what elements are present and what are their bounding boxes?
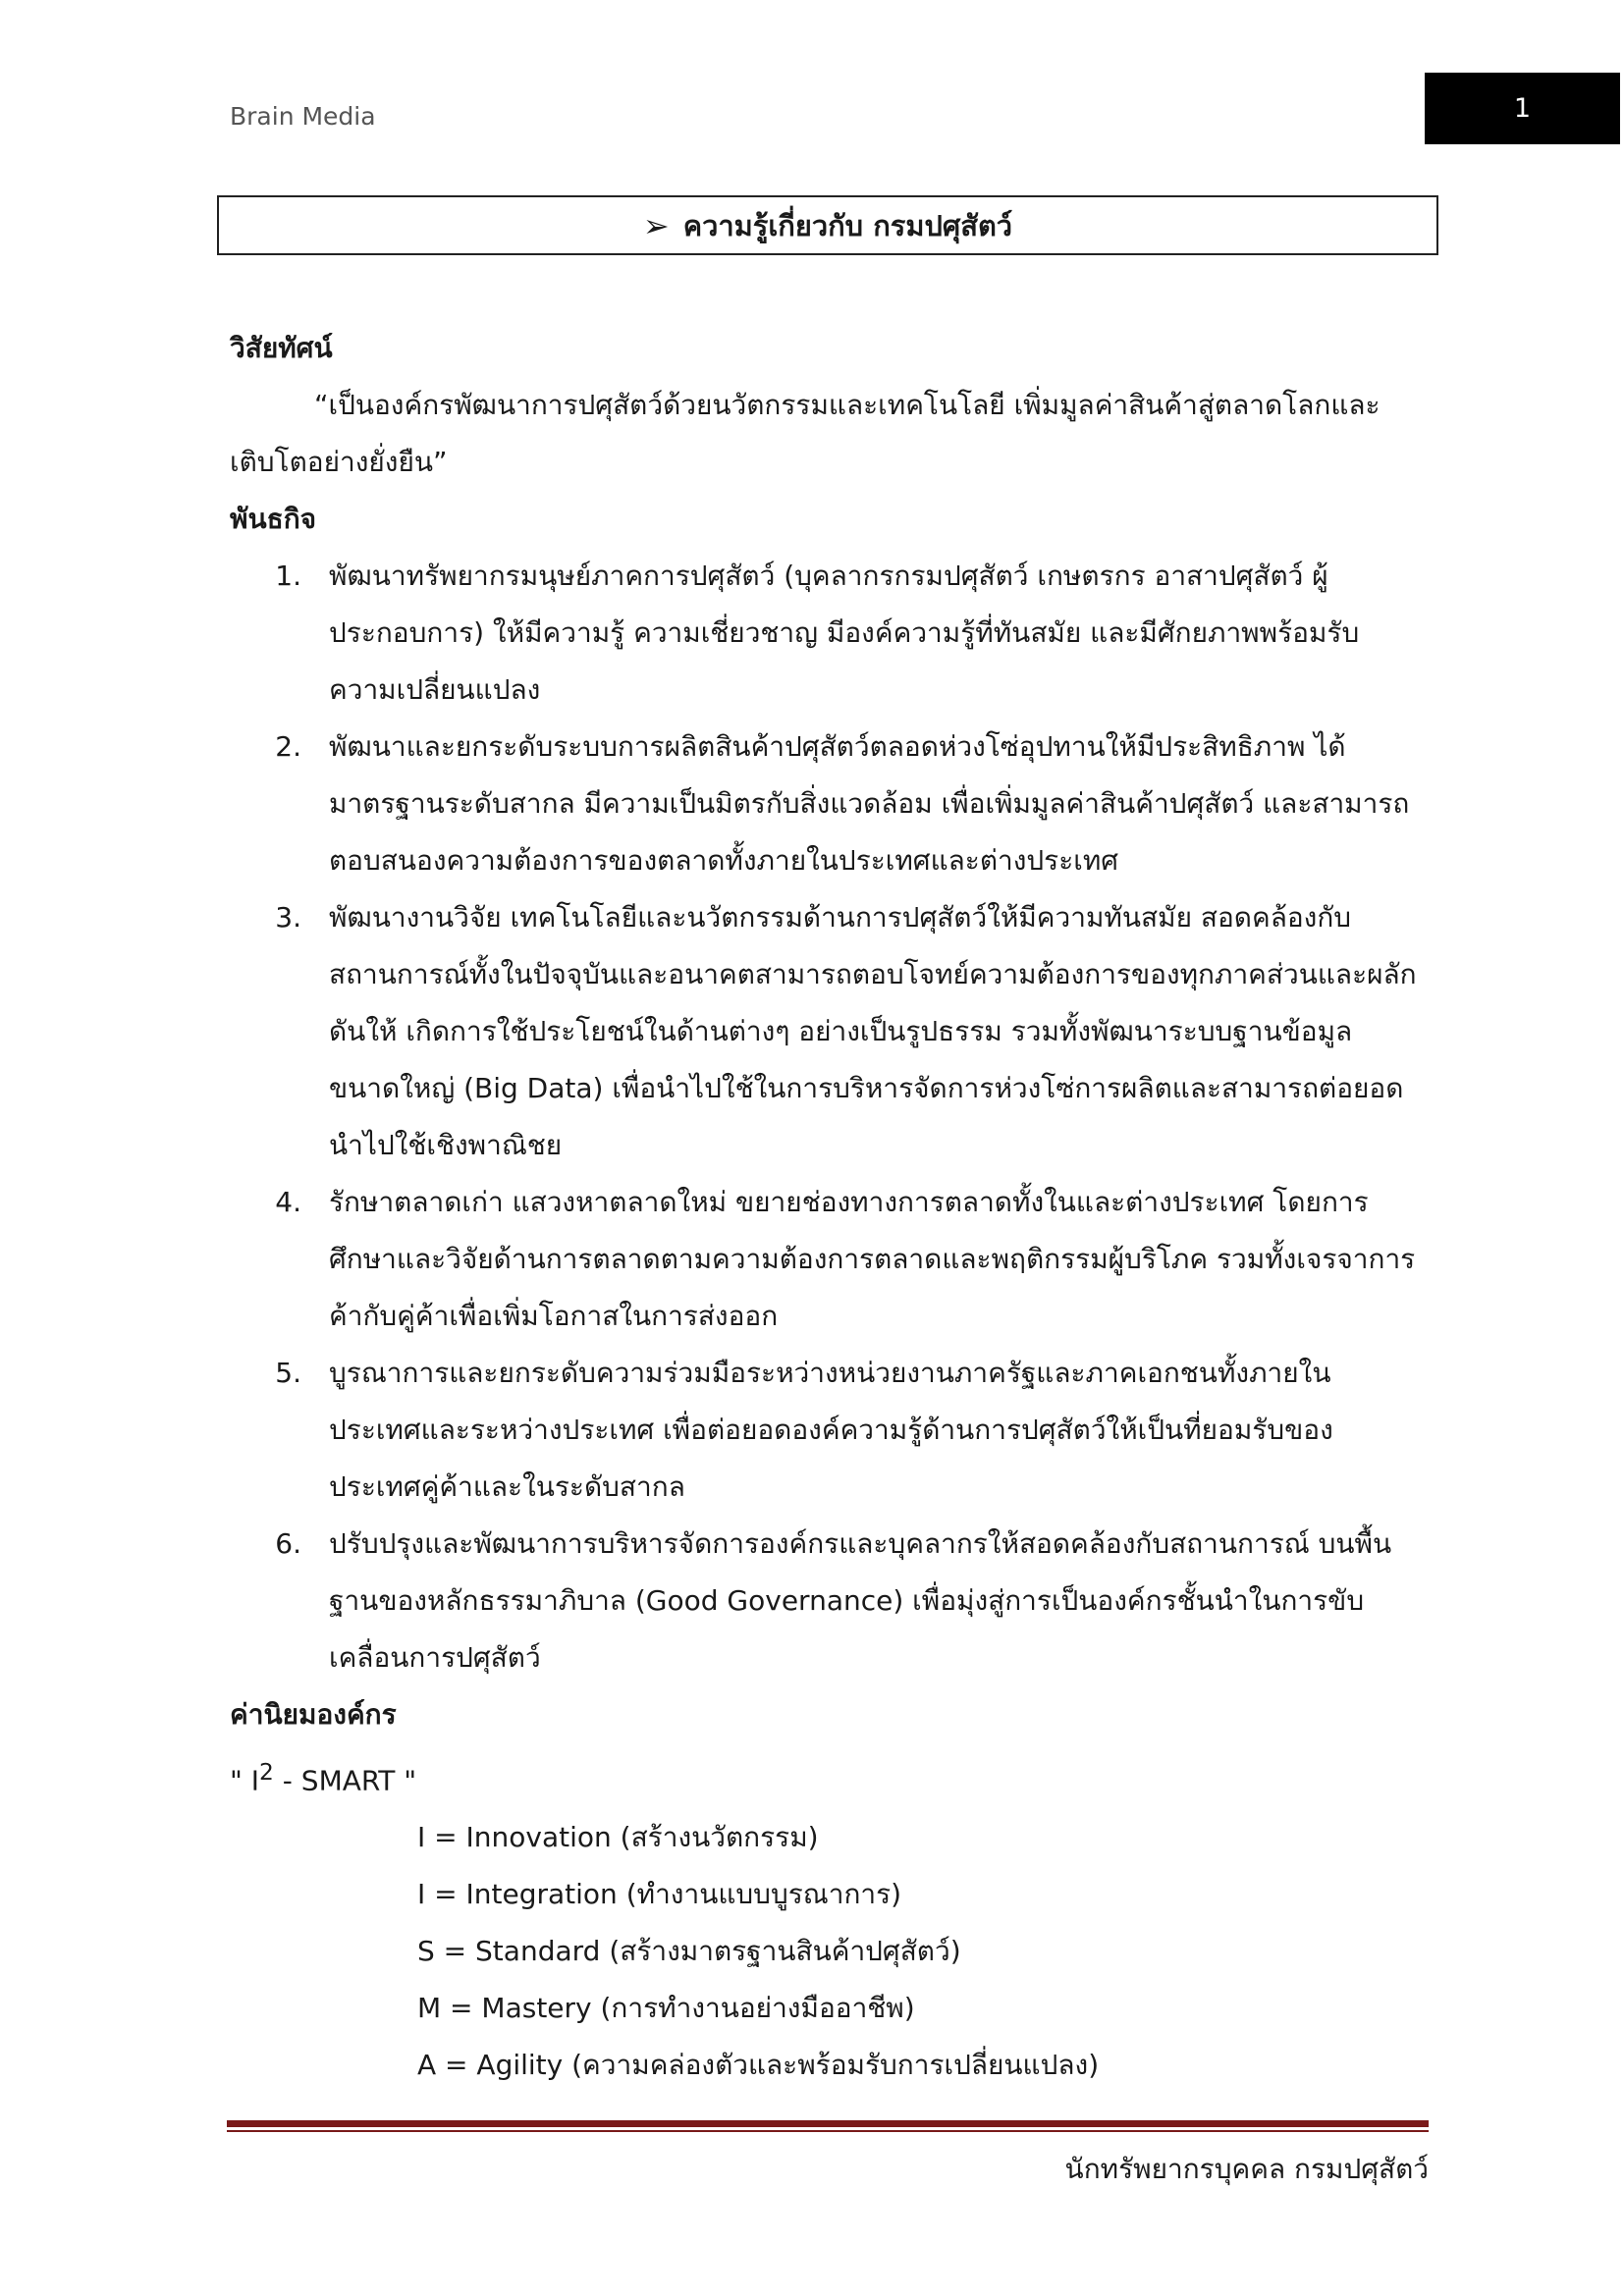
list-item-text: พัฒนาและยกระดับระบบการผลิตสินค้าปศุสัตว์ตลอดห่วงโซ่อุปทานให้มีประสิทธิภาพ ได้มาตรฐานระดับสากล มีความเป็นมิตรกับสิ่งแวดล้อม เพื่อเพิ่มมูลค่าสินค้าปศุสัตว์ และสามารถตอบสนองความต้องการของตลาดทั้งภายในประเทศและต่างประเทศ: [329, 730, 1410, 877]
list-item-text: พัฒนาทรัพยากรมนุษย์ภาคการปศุสัตว์ (บุคลากรกรมปศุสัตว์ เกษตรกร อาสาปศุสัตว์ ผู้ประกอบการ) ให้มีความรู้ ความเชี่ยวชาญ มีองค์ความรู้ที่ทันสมัย และมีศักยภาพพร้อมรับความเปลี่ยนแปลง: [329, 560, 1360, 706]
list-item-text: พัฒนางานวิจัย เทคโนโลยีและนวัตกรรมด้านการปศุสัตว์ให้มีความทันสมัย สอดคล้องกับสถานการณ์ทั้งในปัจจุบันและอนาคตสามารถตอบโจทย์ความต้องการของทุกภาคส่วนและผลักดันให้ เกิดการใช้ประโยชน์ในด้านต่างๆ อย่างเป็นรูปธรรม รวมทั้งพัฒนาระบบฐานข้อมูลขนาดใหญ่ (Big Data) เพื่อนำไปใช้ในการบริหารจัดการห่วงโซ่การผลิตและสามารถต่อยอดนำไปใช้เชิงพาณิชย: [329, 901, 1417, 1161]
list-item-number: 3.: [275, 901, 301, 934]
page-number: 1: [1425, 73, 1620, 144]
list-item: [230, 889, 1418, 1174]
footer-divider: [227, 2120, 1429, 2132]
values-motto: [230, 1743, 1418, 1809]
header-brand: Brain Media: [230, 102, 376, 131]
value-item: I = Integration (ทำงานแบบบูรณาการ): [417, 1878, 902, 1911]
list-item: [230, 719, 1418, 889]
list-item-number: 5.: [275, 1357, 301, 1389]
motto-superscript: 2: [259, 1758, 274, 1786]
list-item-text: ปรับปรุงและพัฒนาการบริหารจัดการองค์กรและบุคลากรให้สอดคล้องกับสถานการณ์ บนพื้นฐานของหลักธรรมาภิบาล (Good Governance) เพื่อมุ่งสู่การเป็นองค์กรชั้นนำในการขับเคลื่อนการปศุสัตว์: [329, 1527, 1392, 1674]
value-item: M = Mastery (การทำงานอย่างมืออาชีพ): [417, 1992, 915, 2025]
title-box: [217, 195, 1438, 255]
mission-heading: พันธกิจ: [230, 503, 317, 535]
list-item-number: 1.: [275, 560, 301, 592]
list-item: [230, 1345, 1418, 1516]
value-item: S = Standard (สร้างมาตรฐานสินค้าปศุสัตว์): [417, 1935, 961, 1968]
list-item: [230, 548, 1418, 719]
list-item-text: รักษาตลาดเก่า แสวงหาตลาดใหม่ ขยายช่องทางการตลาดทั้งในและต่างประเทศ โดยการศึกษาและวิจัยด้านการตลาดตามความต้องการตลาดและพฤติกรรมผู้บริโภค รวมทั้งเจรจาการค้ากับคู่ค้าเพื่อเพิ่มโอกาสในการส่งออก: [329, 1186, 1416, 1332]
motto-suffix: - SMART ": [273, 1764, 417, 1797]
list-item-text: บูรณาการและยกระดับความร่วมมือระหว่างหน่วยงานภาครัฐและภาคเอกชนทั้งภายในประเทศและระหว่างประเทศ เพื่อต่อยอดองค์ความรู้ด้านการปศุสัตว์ให้เป็นที่ยอมรับของประเทศคู่ค้าและในระดับสากล: [329, 1357, 1333, 1503]
list-item: [230, 1516, 1418, 1686]
values-heading: ค่านิยมองค์กร: [230, 1698, 397, 1731]
list-item-number: 6.: [275, 1527, 301, 1560]
arrow-bullet-icon: ➢: [642, 206, 670, 244]
value-item: A = Agility (ความคล่องตัวและพร้อมรับการเปลี่ยนแปลง): [417, 2049, 1100, 2082]
value-item: I = Innovation (สร้างนวัตกรรม): [417, 1821, 819, 1854]
page-title: ความรู้เกี่ยวกับ กรมปศุสัตว์: [682, 208, 1013, 242]
list-item-number: 4.: [275, 1186, 301, 1218]
vision-heading: วิสัยทัศน์: [230, 332, 333, 364]
motto-prefix: " I: [230, 1764, 260, 1797]
vision-text: “เป็นองค์กรพัฒนาการปศุสัตว์ด้วยนวัตกรรมและเทคโนโลยี เพิ่มมูลค่าสินค้าสู่ตลาดโลกและเติบโตอย่างยั่งยืน”: [230, 389, 1380, 478]
list-item-number: 2.: [275, 730, 301, 763]
footer-text: นักทรัพยากรบุคคล กรมปศุสัตว์: [1064, 2153, 1429, 2185]
document-body: [230, 320, 1418, 2094]
mission-list: [230, 548, 1418, 1686]
list-item: [230, 1174, 1418, 1345]
values-list: [230, 1809, 1418, 2094]
